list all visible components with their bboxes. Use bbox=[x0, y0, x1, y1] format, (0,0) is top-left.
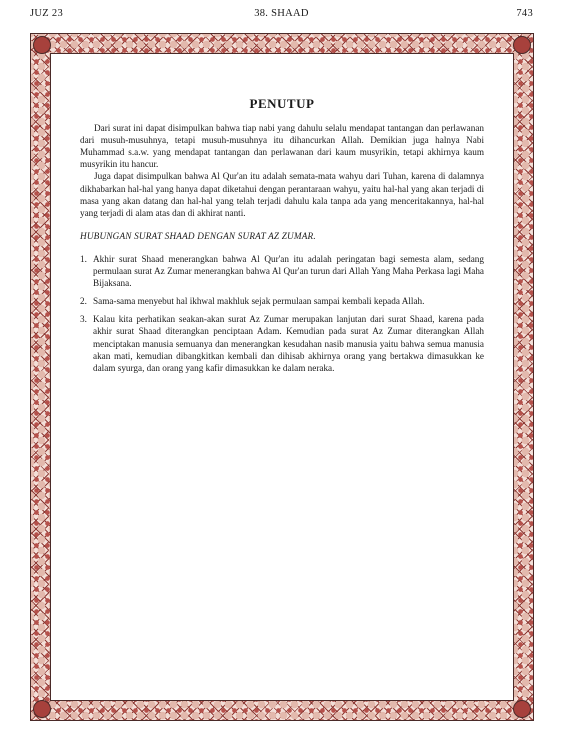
list-item-text: Sama-sama menyebut hal ikhwal makhluk sejak permulaan sampai kembali kepada Allah. bbox=[93, 296, 425, 307]
paragraph: Dari surat ini dapat disimpulkan bahwa tiap nabi yang dahulu selalu mendapat tantangan dan perlawanan dari musuh-musuhnya, tetapi musuh-musuhnya itu dihancurkan Allah. Demikian juga halnya Nabi Muhammad s.a.w. yang mendapat tantangan dan perlawanan dari kaum musyrikin, tetapi akhirnya kaum musyrikin itu hancur. bbox=[80, 123, 484, 170]
surah-title: 38. SHAAD bbox=[254, 8, 309, 19]
list-number: 3. bbox=[80, 314, 87, 325]
corner-ornament-icon bbox=[33, 36, 51, 54]
corner-ornament-icon bbox=[513, 36, 531, 54]
page-number: 743 bbox=[516, 8, 533, 19]
corner-ornament-icon bbox=[513, 700, 531, 718]
paragraph: Juga dapat disimpulkan bahwa Al Qur'an itu adalah semata-mata wahyu dari Tuhan, karena di dalamnya dikhabarkan hal-hal yang hanya dapat diketahui dengan perantaraan wahyu, yaitu hal-hal yang akan terjadi di masa yang akan datang dan hal-hal yang telah terjadi dahulu kala tanpa ada yang menceritakannya, hal-hal yang terjadi di alam atas dan di akhirat nanti. bbox=[80, 171, 484, 218]
list-item bbox=[80, 295, 484, 307]
list-item-text: Akhir surat Shaad menerangkan bahwa Al Qur'an itu adalah peringatan bagi semesta alam, sedang permulaan surat Az Zumar menerangkan bahwa Al Qur'an turun dari Allah Yang Maha Perkasa lagi Maha Bijaksana. bbox=[93, 253, 484, 289]
list-number: 1. bbox=[80, 253, 87, 264]
running-head bbox=[30, 8, 533, 24]
page-title: PENUTUP bbox=[249, 96, 315, 111]
list-item bbox=[80, 313, 484, 373]
list-number: 2. bbox=[80, 296, 87, 307]
list-item bbox=[80, 253, 484, 289]
page-content bbox=[80, 98, 484, 380]
section-heading: HUBUNGAN SURAT SHAAD DENGAN SURAT AZ ZUMAR. bbox=[80, 230, 316, 241]
juz-label: JUZ 23 bbox=[30, 8, 64, 19]
numbered-list bbox=[80, 253, 484, 374]
corner-ornament-icon bbox=[33, 700, 51, 718]
list-item-text: Kalau kita perhatikan seakan-akan surat Az Zumar merupakan lanjutan dari surat Shaad, karena pada akhir surat Shaad diterangkan penciptaan Adam. Kemudian pada surat Az Zumar diterangkan Allah menciptakan manusia semuanya dan menerangkan kesudahan nasib manusia yaitu bahwa semua manusia akan mati, kemudian dibangkitkan kembali dan dihisab akhirnya orang yang bertakwa dimasukkan ke dalam syurga, dan orang yang kafir dimasukkan ke dalam neraka. bbox=[93, 314, 484, 373]
